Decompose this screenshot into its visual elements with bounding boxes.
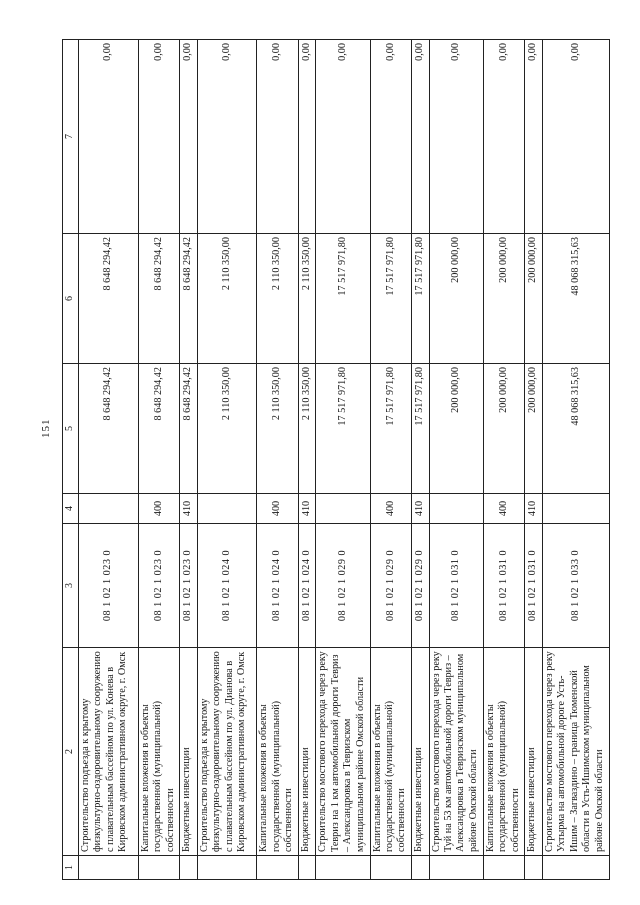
budget-table (62, 39, 610, 880)
table-row (542, 40, 609, 880)
row-type-cell: 410 (412, 494, 429, 524)
row-type-cell: 400 (257, 494, 298, 524)
row-number-cell (483, 856, 524, 880)
row-type-cell: 410 (180, 494, 197, 524)
row-value-6-cell: 2 110 350,00 (257, 234, 298, 364)
row-type-cell (316, 494, 370, 524)
row-value-5-cell: 200 000,00 (525, 364, 542, 494)
row-value-5-cell: 2 110 350,00 (257, 364, 298, 494)
row-name-cell: Строительство мостового перехода через реку Тевриз на 1 км автомобильной дороги Тевриз – Александровка в Тевризском муниципальном районе Омской области (316, 648, 370, 856)
row-value-7-cell: 0,00 (257, 40, 298, 234)
row-value-6-cell: 200 000,00 (483, 234, 524, 364)
row-value-6-cell: 8 648 294,42 (138, 234, 179, 364)
row-name-cell: Бюджетные инвестиции (412, 648, 429, 856)
row-value-6-cell: 2 110 350,00 (298, 234, 315, 364)
header-cell: 4 (63, 494, 79, 524)
row-value-7-cell: 0,00 (197, 40, 257, 234)
row-code-cell: 08 1 02 1 031 0 (483, 524, 524, 648)
row-value-6-cell: 17 517 971,80 (370, 234, 411, 364)
table-row (257, 40, 298, 880)
row-type-cell: 410 (298, 494, 315, 524)
row-number-cell (257, 856, 298, 880)
row-value-7-cell: 0,00 (483, 40, 524, 234)
row-value-5-cell: 2 110 350,00 (197, 364, 257, 494)
row-name-cell: Строительство мостового перехода через реку Ухтырма на автомобильной дороге Усть-Ишим – Загваздино – граница Тюменской области в Усть-Ишимском муниципальном районе Омской области (542, 648, 609, 856)
row-value-6-cell: 17 517 971,80 (412, 234, 429, 364)
row-name-cell: Бюджетные инвестиции (298, 648, 315, 856)
row-type-cell: 410 (525, 494, 542, 524)
table-row (412, 40, 429, 880)
row-value-5-cell: 200 000,00 (483, 364, 524, 494)
row-name-cell: Капитальные вложения в объекты государственной (муниципальной) собственности (257, 648, 298, 856)
table-row (79, 40, 139, 880)
table-row (316, 40, 370, 880)
table-row (138, 40, 179, 880)
row-name-cell: Капитальные вложения в объекты государственной (муниципальной) собственности (370, 648, 411, 856)
row-code-cell: 08 1 02 1 029 0 (370, 524, 411, 648)
row-value-7-cell: 0,00 (429, 40, 483, 234)
row-value-7-cell: 0,00 (180, 40, 197, 234)
row-type-cell (542, 494, 609, 524)
row-value-6-cell: 8 648 294,42 (79, 234, 139, 364)
table-body (79, 40, 610, 880)
row-value-5-cell: 48 068 315,63 (542, 364, 609, 494)
rotated-table-container (62, 40, 610, 880)
header-row (63, 40, 79, 880)
row-number-cell (298, 856, 315, 880)
row-value-5-cell: 8 648 294,42 (180, 364, 197, 494)
row-name-cell: Строительство мостового перехода через реку Туй на 53 км автомобильной дороги Тевриз – Александровка в Тевризском муниципальном районе Омской области (429, 648, 483, 856)
row-code-cell: 08 1 02 1 033 0 (542, 524, 609, 648)
row-type-cell (197, 494, 257, 524)
row-number-cell (316, 856, 370, 880)
row-value-5-cell: 8 648 294,42 (138, 364, 179, 494)
row-name-cell: Капитальные вложения в объекты государственной (муниципальной) собственности (483, 648, 524, 856)
row-number-cell (370, 856, 411, 880)
row-value-6-cell: 200 000,00 (429, 234, 483, 364)
header-cell: 2 (63, 648, 79, 856)
row-value-7-cell: 0,00 (298, 40, 315, 234)
row-value-5-cell: 200 000,00 (429, 364, 483, 494)
table-row (525, 40, 542, 880)
table-row (298, 40, 315, 880)
header-cell: 1 (63, 856, 79, 880)
header-cell: 7 (63, 40, 79, 234)
row-type-cell: 400 (370, 494, 411, 524)
row-number-cell (180, 856, 197, 880)
table-row (429, 40, 483, 880)
row-code-cell: 08 1 02 1 023 0 (79, 524, 139, 648)
row-number-cell (79, 856, 139, 880)
row-value-7-cell: 0,00 (525, 40, 542, 234)
row-value-5-cell: 17 517 971,80 (316, 364, 370, 494)
row-code-cell: 08 1 02 1 031 0 (525, 524, 542, 648)
row-value-7-cell: 0,00 (79, 40, 139, 234)
row-name-cell: Капитальные вложения в объекты государственной (муниципальной) собственности (138, 648, 179, 856)
row-value-5-cell: 17 517 971,80 (370, 364, 411, 494)
row-code-cell: 08 1 02 1 023 0 (180, 524, 197, 648)
row-code-cell: 08 1 02 1 023 0 (138, 524, 179, 648)
row-value-6-cell: 8 648 294,42 (180, 234, 197, 364)
row-code-cell: 08 1 02 1 029 0 (412, 524, 429, 648)
row-code-cell: 08 1 02 1 024 0 (298, 524, 315, 648)
row-name-cell: Строительство подъезда к крытому физкультурно-оздоровительному сооружению с плавательным бассейном по ул. Дианова в Кировском административном округе, г. Омск (197, 648, 257, 856)
table-row (370, 40, 411, 880)
row-value-7-cell: 0,00 (370, 40, 411, 234)
header-cell: 3 (63, 524, 79, 648)
row-name-cell: Бюджетные инвестиции (525, 648, 542, 856)
row-code-cell: 08 1 02 1 031 0 (429, 524, 483, 648)
row-value-6-cell: 200 000,00 (525, 234, 542, 364)
row-value-5-cell: 17 517 971,80 (412, 364, 429, 494)
table-row (483, 40, 524, 880)
row-value-6-cell: 48 068 315,63 (542, 234, 609, 364)
row-type-cell: 400 (483, 494, 524, 524)
row-value-7-cell: 0,00 (138, 40, 179, 234)
row-code-cell: 08 1 02 1 029 0 (316, 524, 370, 648)
row-value-5-cell: 8 648 294,42 (79, 364, 139, 494)
header-cell: 6 (63, 234, 79, 364)
row-number-cell (429, 856, 483, 880)
row-code-cell: 08 1 02 1 024 0 (197, 524, 257, 648)
row-type-cell (79, 494, 139, 524)
row-code-cell: 08 1 02 1 024 0 (257, 524, 298, 648)
row-number-cell (542, 856, 609, 880)
row-value-6-cell: 2 110 350,00 (197, 234, 257, 364)
row-number-cell (138, 856, 179, 880)
row-name-cell: Бюджетные инвестиции (180, 648, 197, 856)
row-number-cell (197, 856, 257, 880)
row-value-7-cell: 0,00 (316, 40, 370, 234)
row-value-5-cell: 2 110 350,00 (298, 364, 315, 494)
row-value-6-cell: 17 517 971,80 (316, 234, 370, 364)
row-number-cell (412, 856, 429, 880)
row-number-cell (525, 856, 542, 880)
row-type-cell (429, 494, 483, 524)
row-name-cell: Строительство подъезда к крытому физкультурно-оздоровительному сооружению с плавательным бассейном по ул. Конева в Кировском административном округе, г. Омск (79, 648, 139, 856)
header-cell: 5 (63, 364, 79, 494)
row-value-7-cell: 0,00 (412, 40, 429, 234)
page-number: 151 (40, 418, 52, 438)
table-row (180, 40, 197, 880)
row-value-7-cell: 0,00 (542, 40, 609, 234)
row-type-cell: 400 (138, 494, 179, 524)
table-row (197, 40, 257, 880)
